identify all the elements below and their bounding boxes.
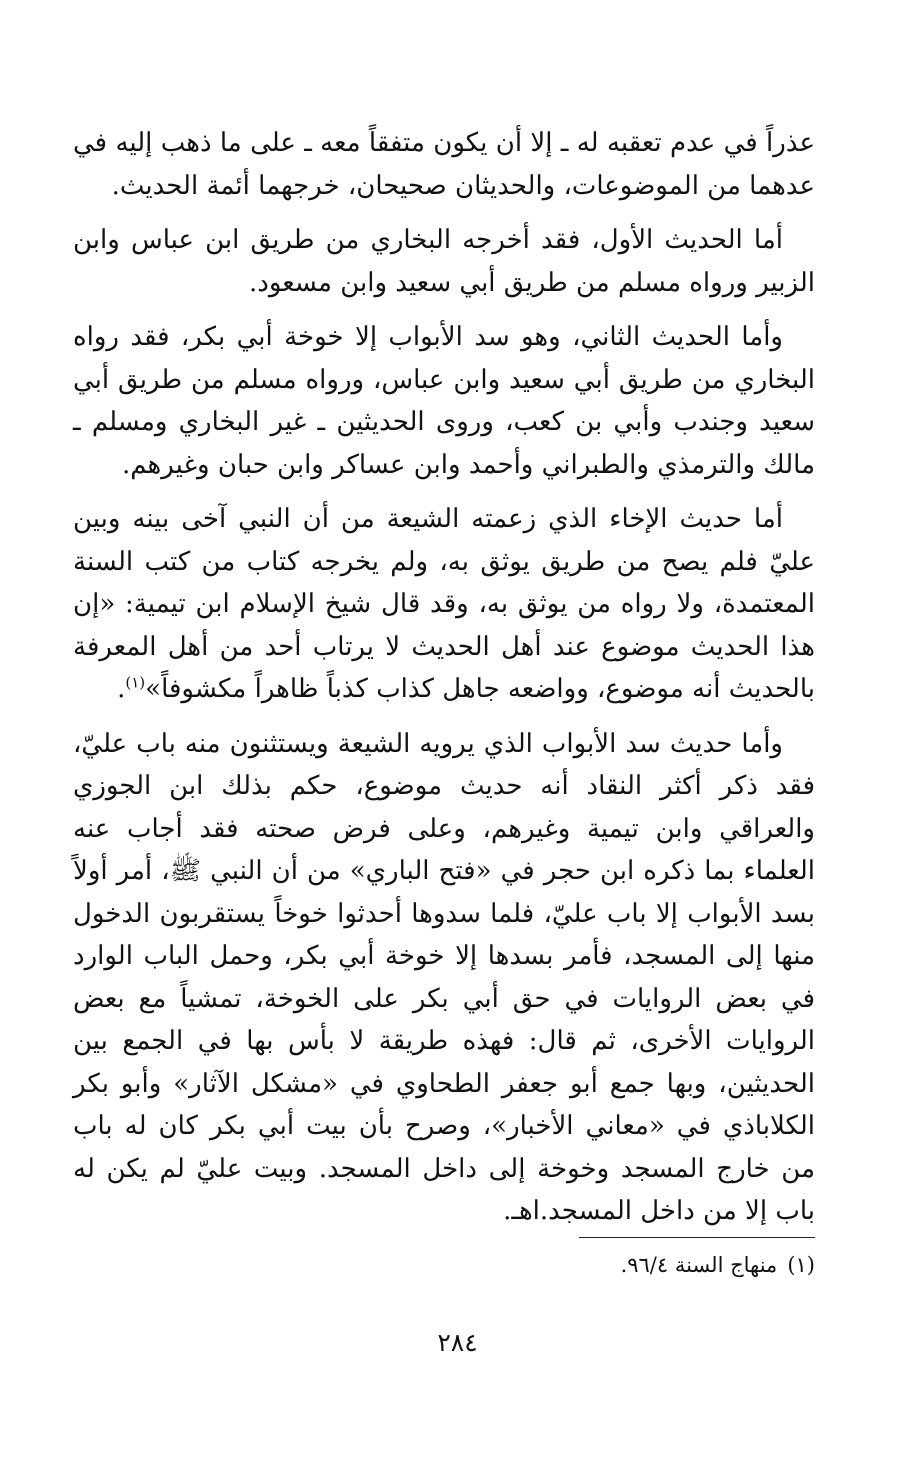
paragraph-2: أما الحديث الأول، فقد أخرجه البخاري من طريق ابن عباس وابن الزبير ورواه مسلم من طريق أبي سعيد وابن مسعود. [73, 225, 815, 298]
page-number: ٢٨٤ [437, 1328, 478, 1357]
footnote-reference[interactable]: (١) [125, 673, 146, 692]
footnote-number: (١) [787, 1253, 815, 1277]
paragraph-5: وأما حديث سد الأبواب الذي يرويه الشيعة ويستثنون منه باب عليّ، فقد ذكر أكثر النقاد أنه حديث موضوع، حكم بذلك ابن الجوزي والعراقي وابن تيمية وغيرهم، وعلى فرض صحته فقد أجاب عنه العلماء بما ذكره ابن حجر في «فتح الباري» من أن النبي ﷺ، أمر أولاً بسد الأبواب إلا باب عليّ، فلما سدوها أحدثوا خوخاً يستقربون الدخول منها إلى المسجد، فأمر بسدها إلا خوخة أبي بكر، وحمل الباب الوارد في بعض الروايات في حق أبي بكر على الخوخة، تمشياً مع بعض الروايات الأخرى، ثم قال: فهذه طريقة لا بأس بها في الجمع بين الحديثين، وبها جمع أبو جعفر الطحاوي في «مشكل الآثار» وأبو بكر الكلاباذي في «معاني الأخبار»، وصرح بأن بيت أبي بكر كان له باب من خارج المسجد وخوخة إلى داخل المسجد. وبيت عليّ لم يكن له باب إلا من داخل المسجد.اهـ. [73, 728, 815, 1226]
footnote [73, 1250, 815, 1280]
footnote-text: منهاج السنة ٩٦/٤. [620, 1253, 778, 1277]
paragraph-4 [73, 498, 815, 711]
paragraph-3: وأما الحديث الثاني، وهو سد الأبواب إلا خوخة أبي بكر، فقد رواه البخاري من طريق أبي سعيد وابن عباس، ورواه مسلم من طريق أبي سعيد وجندب وأبي بن كعب، وروى الحديثين ـ غير البخاري ومسلم ـ مالك والترمذي والطبراني وأحمد وابن عساكر وابن حبان وغيرهم. [73, 322, 815, 480]
paragraph-1: عذراً في عدم تعقبه له ـ إلا أن يكون متفقاً معه ـ على ما ذهب إليه في عدهما من الموضوعات، والحديثان صحيحان، خرجهما أئمة الحديث. [73, 128, 815, 201]
paragraph-4-text: أما حديث الإخاء الذي زعمته الشيعة من أن النبي آخى بينه وبين عليّ فلم يصح من طريق يوثق به، ولم يخرجه كتاب من كتب السنة المعتمدة، ولا رواه من يوثق به، وقد قال شيخ الإسلام ابن تيمية: «إن هذا الحديث موضوع عند أهل الحديث لا يرتاب أحد من أهل المعرفة بالحديث أنه موضوع، وواضعه جاهل كذاب كذباً ظاهراً مكشوفاً» [73, 504, 815, 704]
main-text [73, 122, 815, 1245]
paragraph-4-end: . [117, 674, 126, 704]
footnote-separator [579, 1237, 815, 1238]
